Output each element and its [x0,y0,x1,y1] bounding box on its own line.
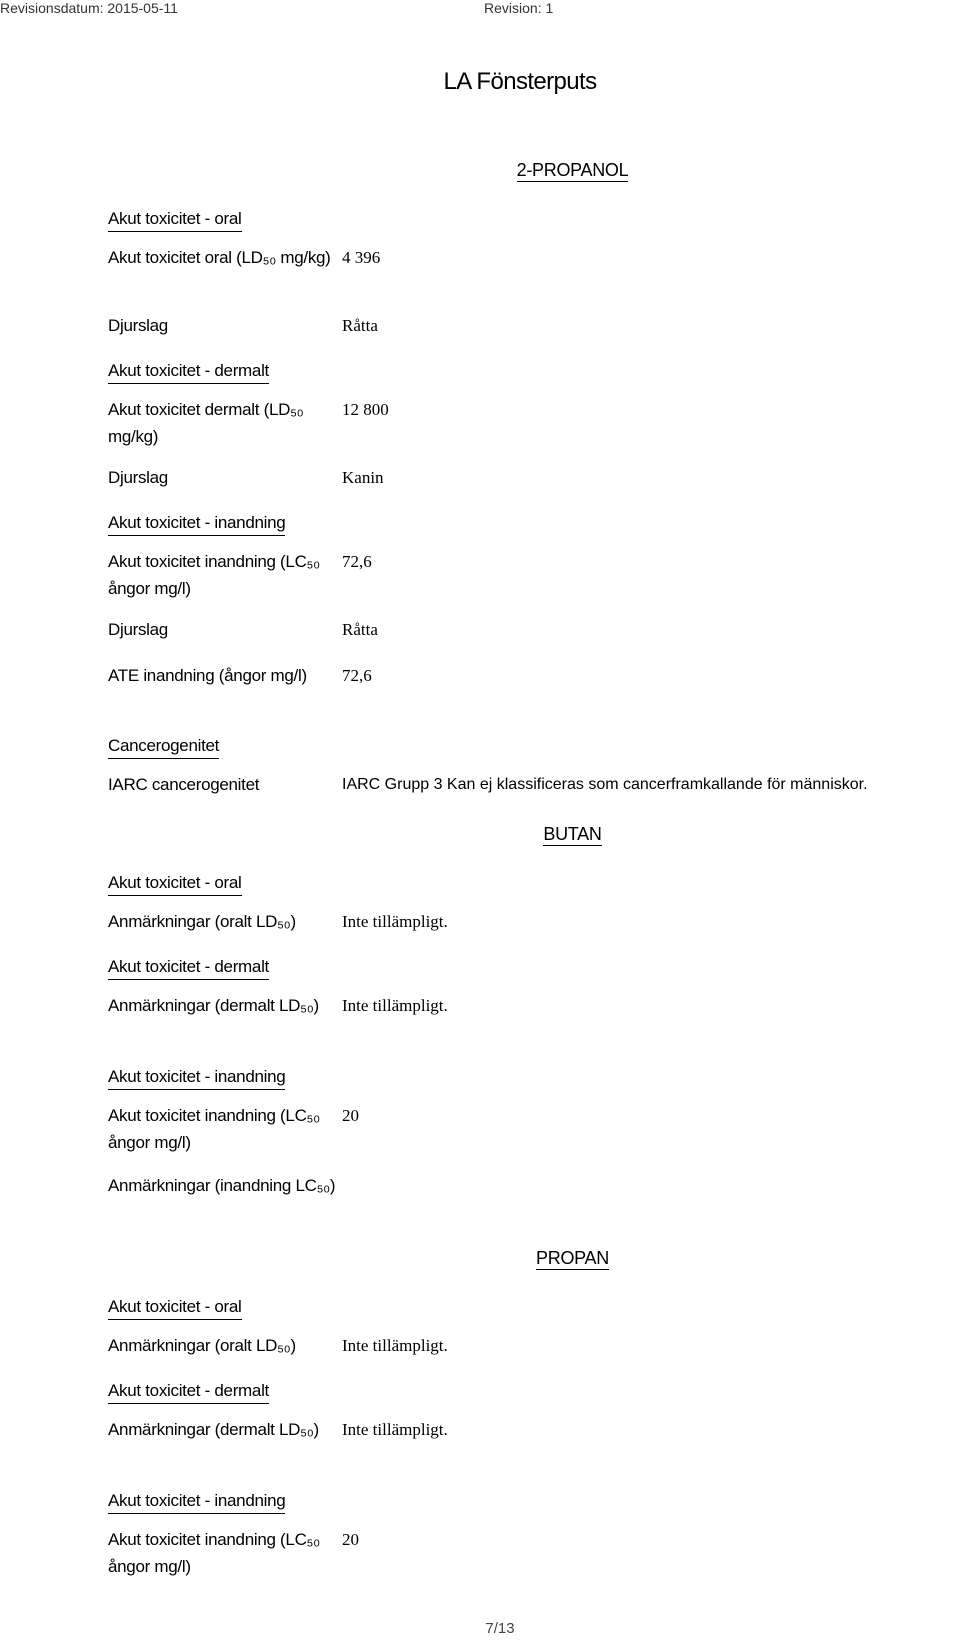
revision-number: Revision: 1 [484,0,554,16]
page-header [0,0,960,20]
row-value: IARC Grupp 3 Kan ej klassificeras som cancerframkallande för människor. [342,776,868,793]
row-label: Akut toxicitet inandning (LC₅₀ ångor mg/l) [108,1106,320,1152]
row-label: Anmärkningar (oralt LD₅₀) [108,912,296,931]
section-label: Akut toxicitet - dermalt [108,1381,269,1404]
section-label: Akut toxicitet - oral [108,1297,242,1320]
row-label: Anmärkningar (dermalt LD₅₀) [108,1420,319,1439]
substance-heading: BUTAN [543,824,602,844]
row-label: ATE inandning (ångor mg/l) [108,666,307,685]
row-label: Djurslag [108,468,168,487]
row-value: 20 [342,1106,359,1125]
row-value: Råtta [342,620,378,639]
document-title: LA Fönsterputs [443,68,597,95]
row-value: 72,6 [342,552,372,571]
section-label: Akut toxicitet - dermalt [108,361,269,384]
row-label: Akut toxicitet inandning (LC₅₀ ångor mg/l) [108,552,320,598]
row-value: 12 800 [342,400,389,419]
section-label: Cancerogenitet [108,736,219,759]
section-label: Akut toxicitet - inandning [108,1067,285,1090]
row-value: Inte tillämpligt. [342,912,448,931]
row-label: Djurslag [108,620,168,639]
substance-heading: PROPAN [536,1248,609,1268]
row-value: Inte tillämpligt. [342,1420,448,1439]
row-label: Djurslag [108,316,168,335]
substance-heading: 2-PROPANOL [516,160,629,180]
row-value: Kanin [342,468,384,487]
section-label: Akut toxicitet - inandning [108,513,285,536]
row-label: Anmärkningar (dermalt LD₅₀) [108,996,319,1015]
section-label: Akut toxicitet - oral [108,209,242,232]
row-label: IARC cancerogenitet [108,775,260,794]
row-label: Akut toxicitet inandning (LC₅₀ ångor mg/l) [108,1530,320,1576]
row-value: Råtta [342,316,378,335]
row-value: 4 396 [342,248,381,267]
row-label: Akut toxicitet dermalt (LD₅₀ mg/kg) [108,400,304,446]
row-value: Inte tillämpligt. [342,996,448,1015]
row-value: 20 [342,1530,359,1549]
row-label: Anmärkningar (inandning LC₅₀) [108,1176,336,1195]
page-number: 7/13 [485,1620,515,1637]
row-value: 72,6 [342,666,372,685]
row-label: Akut toxicitet oral (LD₅₀ mg/kg) [108,248,331,267]
section-label: Akut toxicitet - inandning [108,1491,285,1514]
section-label: Akut toxicitet - oral [108,873,242,896]
row-label: Anmärkningar (oralt LD₅₀) [108,1336,296,1355]
section-label: Akut toxicitet - dermalt [108,957,269,980]
revision-date: Revisionsdatum: 2015-05-11 [0,0,178,16]
row-value: Inte tillämpligt. [342,1336,448,1355]
